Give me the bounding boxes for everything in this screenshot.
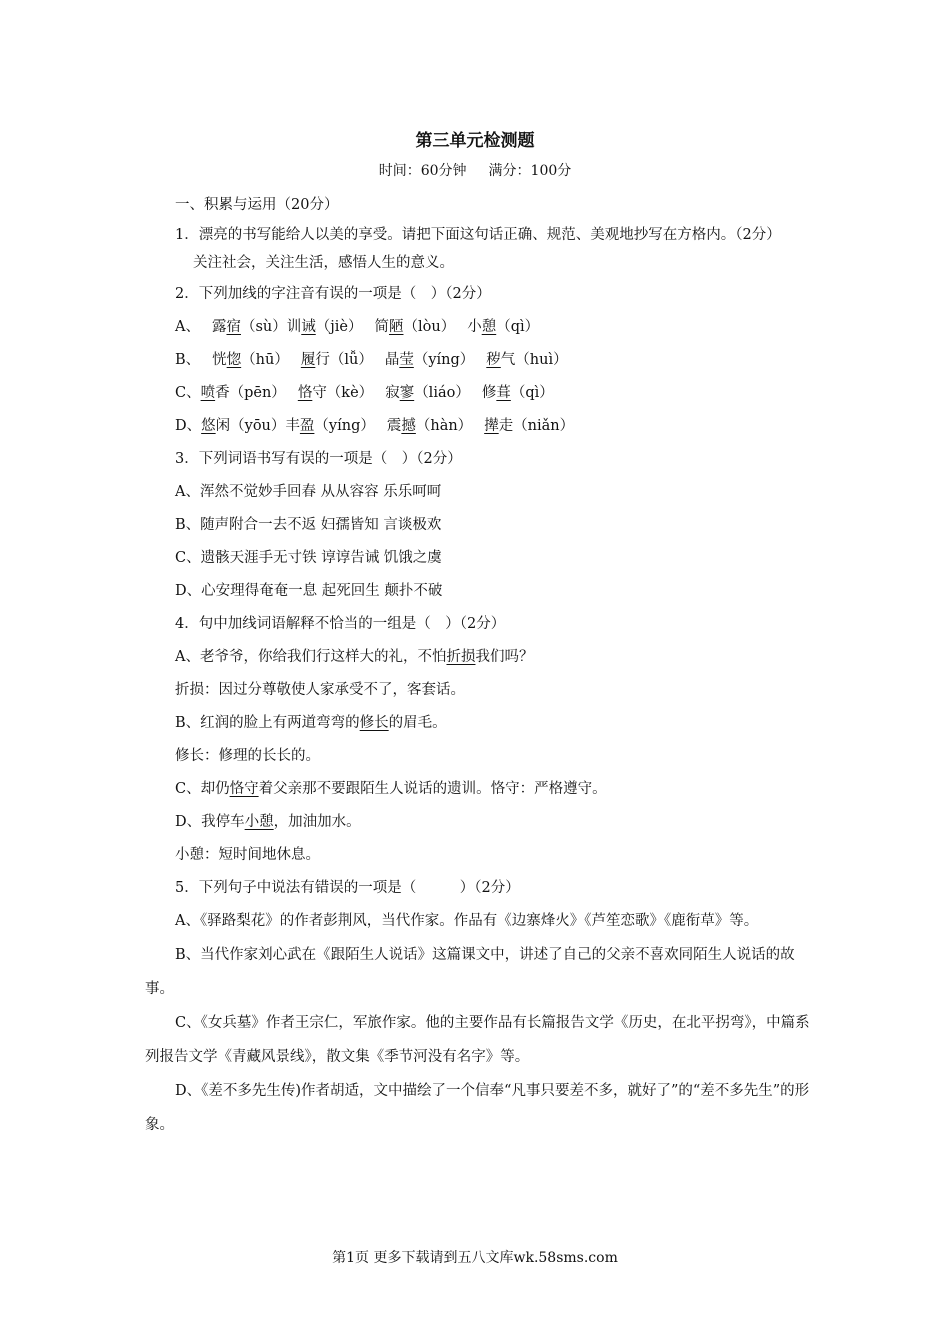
question-2: 2．下列加线的字注音有误的一项是（ ）（2分） <box>175 286 491 302</box>
copy-sentence: 关注社会，关注生活，感悟人生的意义。 <box>193 255 454 271</box>
q5-option-d: D、《差不多先生传)作者胡适，文中描绘了一个信奉“凡事只要差不多，就好了”的“差不多先生”的形象。 <box>145 1083 810 1133</box>
exam-meta <box>0 160 950 180</box>
exam-content <box>145 193 810 1142</box>
page-footer: 第1页 更多下载请到五八文库wk.58sms.com <box>332 1250 618 1266</box>
page-title: 第三单元检测题 <box>415 131 535 151</box>
q4-option-b-explanation: 修长：修理的长长的。 <box>175 748 320 764</box>
question-1: 1．漂亮的书写能给人以美的享受。请把下面这句话正确、规范、美观地抄写在方格内。（2分） <box>175 227 781 243</box>
q4-option-a-explanation: 折损：因过分尊敬使人家承受不了，客套话。 <box>175 682 465 698</box>
q2-option-d: D、悠闲（yōu）丰盈（yíng） 震撼（hàn） 撵走（niǎn） <box>175 418 575 434</box>
score-label: 满分：100分 <box>488 163 572 179</box>
q3-option-c: C、遗骸天涯手无寸铁 谆谆告诫 饥饿之虞 <box>175 550 442 566</box>
q5-option-c: C、《女兵墓》作者王宗仁，军旅作家。他的主要作品有长篇报告文学《历史，在北平拐弯》，中篇系列报告文学《青藏风景线》，散文集《季节河没有名字》等。 <box>145 1015 810 1065</box>
question-5: 5．下列句子中说法有错误的一项是（ ）（2分） <box>175 880 520 896</box>
question-3: 3．下列词语书写有误的一项是（ ）（2分） <box>175 451 462 467</box>
q2-option-c: C、喷香（pēn） 恪守（kè） 寂寥（liáo） 修葺（qì） <box>175 385 554 401</box>
q3-option-b: B、随声附合一去不返 妇孺皆知 言谈极欢 <box>175 517 442 533</box>
q4-option-c: C、却仍恪守着父亲那不要跟陌生人说话的遗训。恪守：严格遵守。 <box>175 781 607 797</box>
q2-option-a: A、 露宿（sù）训诫（jiè） 简陋（lòu） 小憩（qì） <box>175 319 540 335</box>
time-label: 时间：60分钟 <box>378 163 467 179</box>
q4-option-b: B、红润的脸上有两道弯弯的修长的眉毛。 <box>175 715 447 731</box>
q3-option-d: D、心安理得奄奄一息 起死回生 颠扑不破 <box>175 583 443 599</box>
q5-option-a: A、《驿路梨花》的作者彭荆风，当代作家。作品有《边寨烽火》《芦笙恋歌》《鹿衔草》等。 <box>175 913 759 929</box>
section-heading: 一、积累与运用（20分） <box>175 197 339 213</box>
q2-option-b: B、 恍惚（hū） 履行（lǚ） 晶莹（yíng） 秽气（huì） <box>175 352 568 368</box>
q3-option-a: A、浑然不觉妙手回春 从从容容 乐乐呵呵 <box>175 484 442 500</box>
question-4: 4．句中加线词语解释不恰当的一组是（ ）（2分） <box>175 616 506 632</box>
q4-option-d: D、我停车小憩，加油加水。 <box>175 814 361 830</box>
q4-option-a: A、老爷爷，你给我们行这样大的礼，不怕折损我们吗？ <box>175 649 534 665</box>
q4-option-d-explanation: 小憩：短时间地休息。 <box>175 847 320 863</box>
q5-option-b: B、当代作家刘心武在《跟陌生人说话》这篇课文中，讲述了自己的父亲不喜欢同陌生人说话的故事。 <box>145 947 795 997</box>
